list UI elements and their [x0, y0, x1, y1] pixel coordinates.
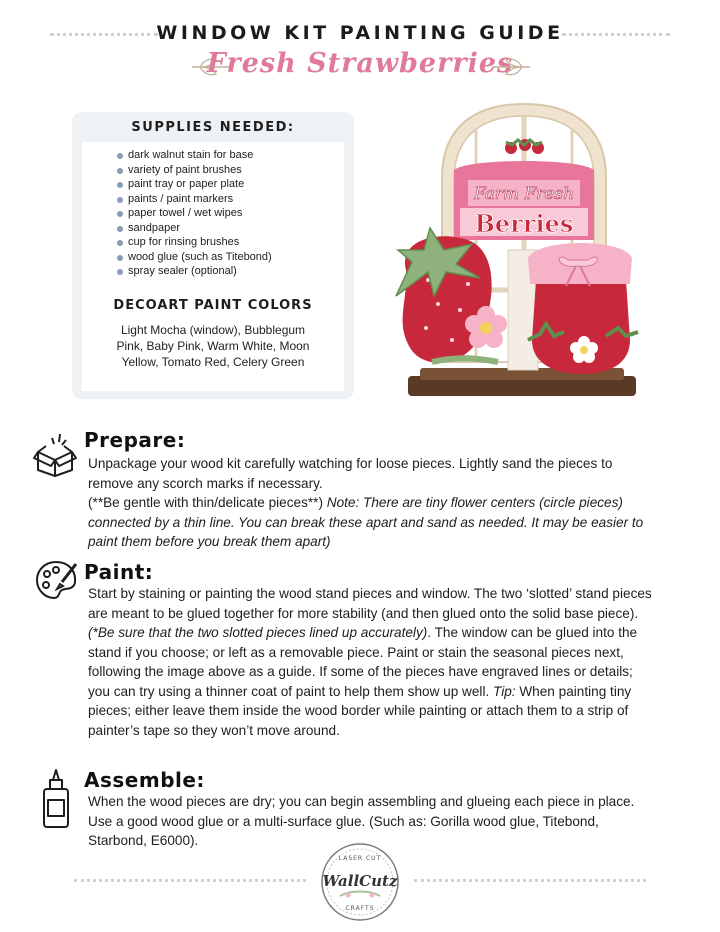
laurel-right-icon [490, 56, 532, 78]
paint-tip-label: Tip: [493, 683, 516, 699]
supplies-item: paints / paint markers [117, 192, 272, 207]
supplies-item: paper towel / wet wipes [117, 206, 272, 221]
paint-body [88, 584, 654, 740]
supplies-item: cup for rinsing brushes [117, 235, 272, 250]
sign-line-1: Farm Fresh [473, 184, 575, 204]
wallcutz-logo [318, 840, 402, 924]
supplies-title: SUPPLIES NEEDED: [131, 120, 295, 135]
prepare-text-2 [88, 493, 654, 552]
sign-line-2: Berries [474, 209, 574, 238]
paint-tip-text: When painting tiny pieces; either leave them inside the wood border while painting or attach them to a strip of painter’s tape so they won’t move around. [88, 683, 632, 738]
glue-bottle-icon [40, 768, 72, 830]
svg-text:LASER CUT: LASER CUT [338, 855, 382, 862]
supplies-box [72, 112, 354, 399]
svg-text:CRAFTS: CRAFTS [345, 905, 375, 912]
paint-colors-list: Light Mocha (window), Bubblegum Pink, Baby Pink, Warm White, Moon Yellow, Tomato Red, Celery Green [116, 323, 310, 369]
prepare-note: Note: There are tiny flower centers (circle pieces) connected by a thin line. You can break these apart and sand as needed. It may be easier to paint them before you break them apart) [88, 495, 644, 549]
prepare-title: Prepare: [84, 428, 186, 452]
assemble-text: When the wood pieces are dry; you can begin assembling and glueing each piece in place. Use a good wood glue or a multi-surface glue. (Such as: Gorilla wood glue, Titebond, Starbond, E6000). [88, 794, 635, 848]
footer-divider-right [414, 879, 646, 882]
supplies-item: sandpaper [117, 221, 272, 236]
paint-text-part: . The window can be glued into the stand if you choose; or left as a removable piece. Paint or stain the seasonal pieces next, following the image above as a guide. If some of the pieces have engraved lines or details; you can try using a thinner coat of paint to help them show up well. [88, 625, 638, 699]
supplies-item: spray sealer (optional) [117, 264, 272, 279]
paint-text [88, 584, 654, 740]
page-subtitle: Fresh Strawberries [206, 48, 514, 79]
prepare-text-1: Unpackage your wood kit carefully watching for loose pieces. Lightly sand the pieces to remove any scorch marks if necessary. [88, 456, 613, 491]
assemble-title: Assemble: [84, 768, 205, 792]
paint-colors-title: DECOART PAINT COLORS [113, 298, 313, 313]
page-title: WINDOW KIT PAINTING GUIDE [156, 22, 564, 44]
supplies-item: dark walnut stain for base [117, 148, 272, 163]
supplies-item: paint tray or paper plate [117, 177, 272, 192]
supplies-item: wood glue (such as Titebond) [117, 250, 272, 265]
footer-divider-left [74, 879, 306, 882]
supplies-list [117, 148, 272, 279]
window-kit-illustration [368, 100, 648, 400]
paint-note: (*Be sure that the two slotted pieces lined up accurately) [88, 625, 428, 640]
paint-text-part: Start by staining or painting the wood stand pieces and window. The two ‘slotted’ stand pieces are meant to be glued together for more stability (and then glued onto the solid base piece). [88, 586, 652, 621]
paint-palette-icon [34, 558, 78, 602]
prepare-note-prefix: (**Be gentle with thin/delicate pieces**) [88, 495, 327, 510]
supplies-item: variety of paint brushes [117, 163, 272, 178]
svg-text:WallCutz: WallCutz [322, 872, 398, 890]
prepare-body [88, 454, 654, 552]
paint-title: Paint: [84, 560, 154, 584]
open-box-icon [32, 430, 78, 478]
